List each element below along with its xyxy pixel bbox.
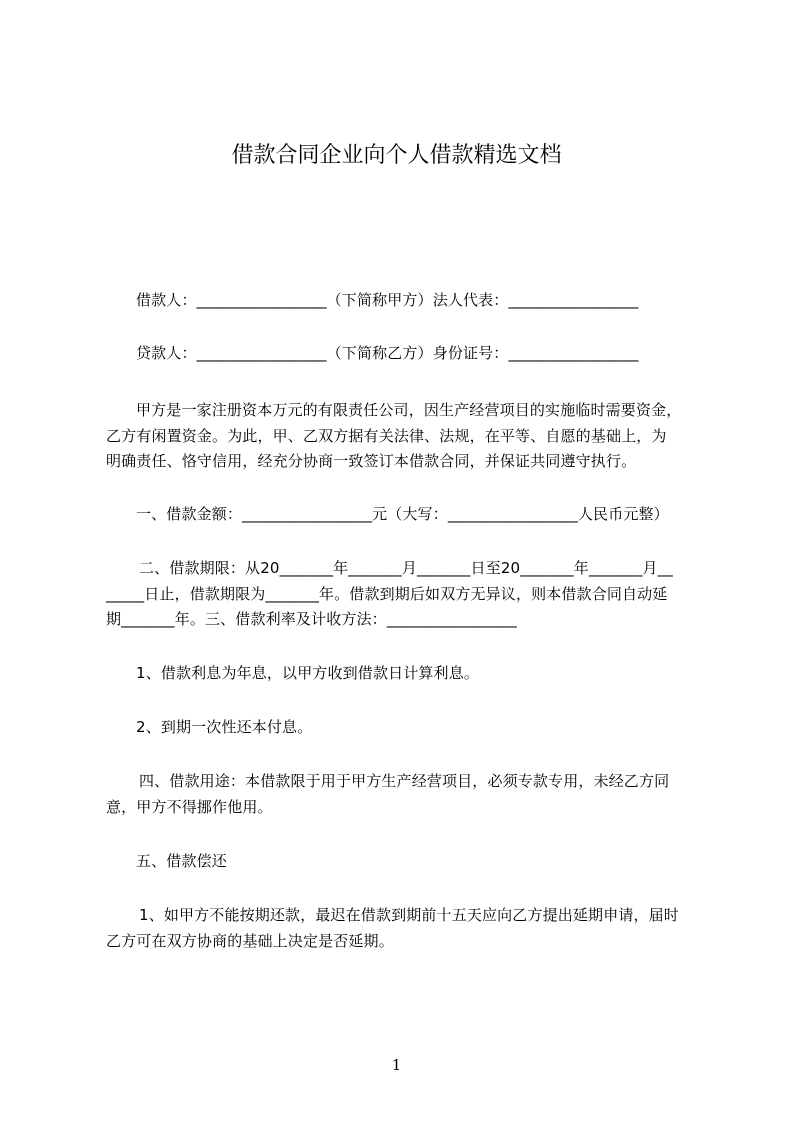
clause-repayment-heading: 五、借款偿还	[136, 852, 227, 870]
paragraph-intro-line-2: 乙方有闲置资金。为此，甲、乙双方据有关法律、法规，在平等、自愿的基础上，为	[106, 427, 667, 445]
clause-loan-term-line-1: 二、借款期限：从20_______年_______月_______日至20_______年_______月__	[139, 559, 673, 577]
borrower-line: 借款人：_________________（下简称甲方）法人代表：_________________	[136, 291, 639, 309]
clause-loan-term-line-3: 期_______年。三、借款利率及计收方法：_________________	[106, 610, 517, 628]
clause-loan-term-line-2: _____日止，借款期限为_______年。借款到期后如双方无异议，则本借款合同自动延	[106, 585, 668, 603]
clause-loan-amount: 一、借款金额：_________________元（大写：_________________人民币元整）	[136, 505, 669, 523]
paragraph-intro-line-3: 明确责任、恪守信用，经充分协商一致签订本借款合同，并保证共同遵守执行。	[106, 452, 637, 470]
page-number: 1	[391, 1056, 402, 1074]
paragraph-intro-line-1: 甲方是一家注册资本万元的有限责任公司，因生产经营项目的实施临时需要资金，	[136, 401, 682, 419]
clause-interest-item-1: 1、借款利息为年息，以甲方收到借款日计算利息。	[136, 664, 479, 682]
clause-loan-purpose-line-1: 四、借款用途：本借款限于用于甲方生产经营项目，必须专款专用，未经乙方同	[139, 772, 670, 790]
clause-loan-purpose-line-2: 意，甲方不得挪作他用。	[106, 798, 273, 816]
clause-interest-item-2: 2、到期一次性还本付息。	[136, 718, 313, 736]
document-title: 借款合同企业向个人借款精选文档	[231, 143, 562, 168]
lender-line: 贷款人：_________________（下简称乙方）身份证号：_________________	[136, 344, 639, 362]
clause-repayment-item-1-line-1: 1、如甲方不能按期还款，最迟在借款到期前十五天应向乙方提出延期申请，届时	[139, 906, 679, 924]
clause-repayment-item-1-line-2: 乙方可在双方协商的基础上决定是否延期。	[106, 932, 394, 950]
